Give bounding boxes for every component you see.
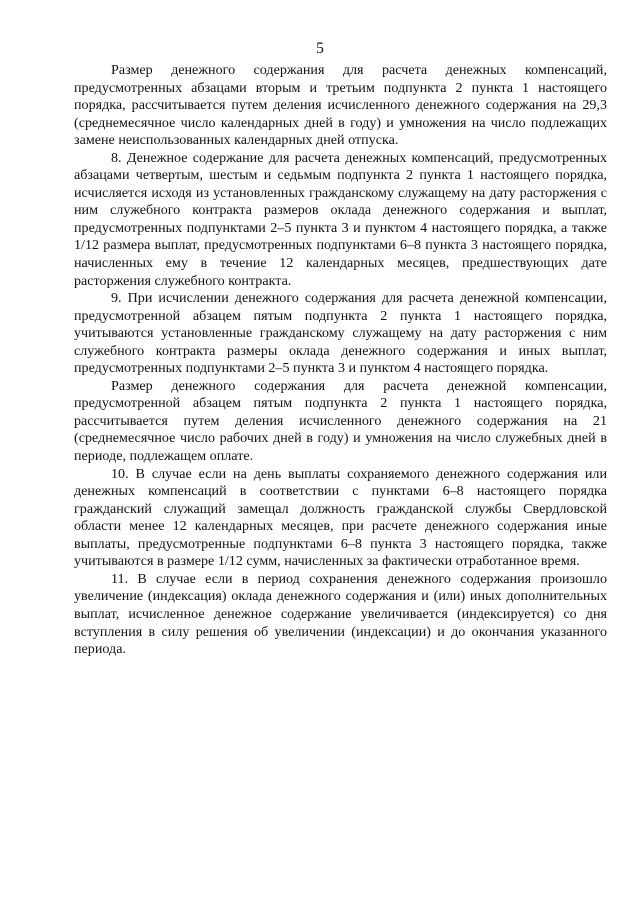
paragraph-item-11: 11. В случае если в период сохранения денежного содержания произошло увеличение (индексация) оклада денежного содержания и (или) иных дополнительных выплат, исчисленное денежное содержание увеличивается (индексируется) со дня вступления в силу решения об увеличении (индексации) и до окончания указанного периода. — [74, 570, 607, 658]
document-body — [74, 62, 607, 659]
page-number: 5 — [316, 40, 324, 57]
paragraph-item-9: 9. При исчислении денежного содержания для расчета денежной компенсации, предусмотренной абзацем пятым подпункта 2 пункта 1 настоящего порядка, учитываются установленные гражданскому служащему на дату расторжения с ним служебного контракта размеры оклада денежного содержания и иных выплат, предусмотренных подпунктами 2–5 пункта 3 и пунктом 4 настоящего порядка. — [74, 290, 607, 377]
paragraph-item-8: 8. Денежное содержание для расчета денежных компенсаций, предусмотренных абзацами четвертым, шестым и седьмым подпункта 2 пункта 1 настоящего порядка, исчисляется исходя из установленных гражданскому служащему на дату расторжения с ним служебного контракта размеров оклада денежного содержания и выплат, предусмотренных подпунктами 2–5 пункта 3 и пунктом 4 настоящего порядка, а также 1/12 размера выплат, предусмотренных подпунктами 6–8 пункта 3 настоящего порядка, начисленных ему в течение 12 календарных месяцев, предшествующих дате расторжения служебного контракта. — [74, 149, 607, 289]
paragraph-compensation-size: Размер денежного содержания для расчета денежных компенсаций, предусмотренных абзацами вторым и третьим подпункта 2 пункта 1 настоящего порядка, рассчитывается путем деления исчисленного денежного содержания на 29,3 (среднемесячное число календарных дней в году) и умножения на число подлежащих замене неиспользованных календарных дней отпуска. — [74, 62, 607, 149]
paragraph-compensation-calculation: Размер денежного содержания для расчета денежной компенсации, предусмотренной абзацем пятым подпункта 2 пункта 1 настоящего порядка, рассчитывается путем деления исчисленного денежного содержания на 21 (среднемесячное число рабочих дней в году) и умножения на число служебных дней в периоде, подлежащем оплате. — [74, 377, 607, 465]
paragraph-item-10: 10. В случае если на день выплаты сохраняемого денежного содержания или денежных компенсаций в соответствии с пунктами 6–8 настоящего порядка гражданский служащий замещал должность гражданской службы Свердловской области менее 12 календарных месяцев, при расчете денежного содержания иные выплаты, предусмотренные подпунктами 6–8 пункта 3 настоящего порядка, также учитываются в размере 1/12 сумм, начисленных за фактически отработанное время. — [74, 465, 607, 570]
